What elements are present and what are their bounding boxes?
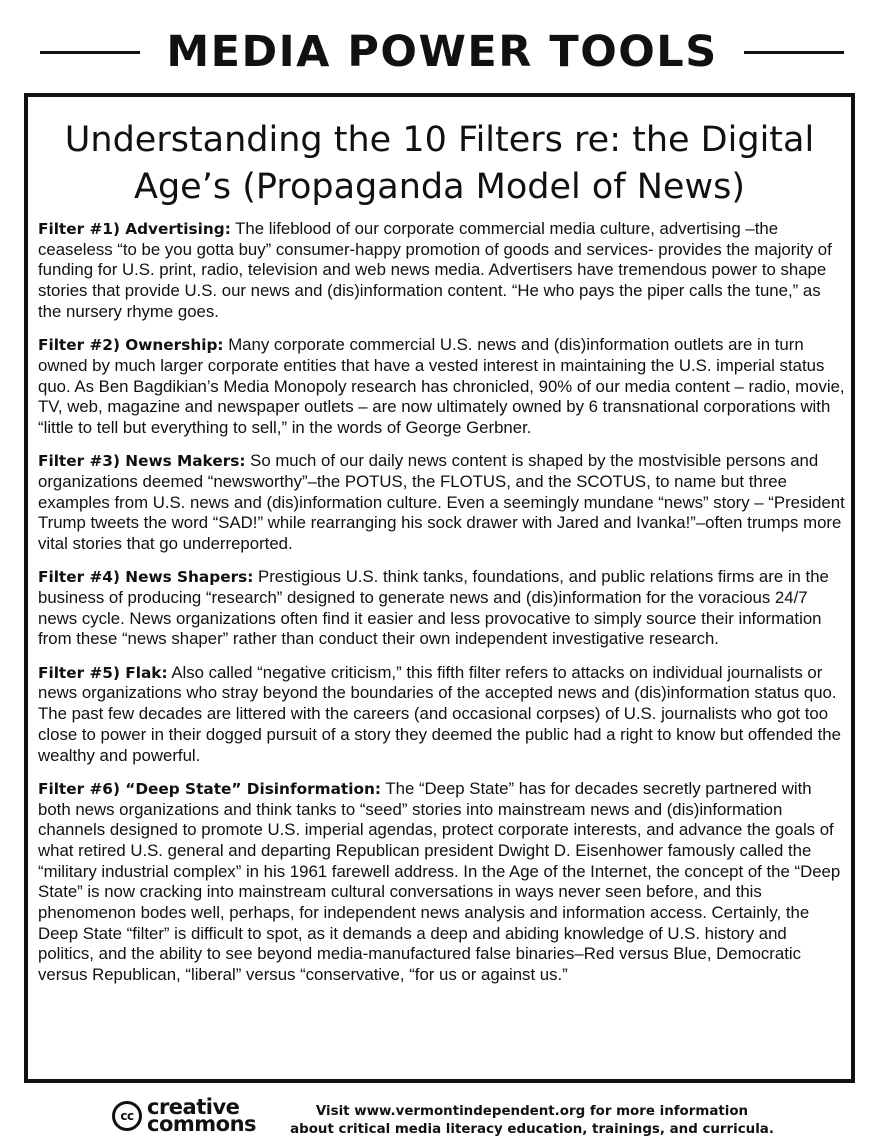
header-rule-right <box>744 51 844 54</box>
visit-note <box>288 1103 776 1139</box>
filter-text: Many corporate commercial U.S. news and (dis)information outlets are in turn owned by much larger corporate entities that have a vested interest in maintaining the U.S. imperial status quo. As Ben Bagdikian’s Media Monopoly research has chronicled, 90% of our media content – radio, movie, TV, web, magazine and newspaper outlets – are now ultimately owned by 6 transnational corporations with “little to tell but everything to sell,” in the words of George Gerbner. <box>38 335 845 437</box>
filter-label: Filter #4) News Shapers: <box>38 568 254 587</box>
filter-deep-state <box>38 779 846 986</box>
cc-word-commons: commons <box>147 1112 257 1136</box>
visit-line-1: Visit www.vermontindependent.org for more information <box>315 1104 749 1119</box>
filter-ownership <box>38 335 846 439</box>
subtitle-line-1: Understanding the 10 Filters re: the Digital <box>64 120 815 160</box>
page-footer <box>0 1097 884 1142</box>
visit-line-2: about critical media literacy education, trainings, and curricula. <box>290 1122 774 1137</box>
filter-advertising <box>38 219 846 323</box>
filter-label: Filter #6) “Deep State” Disinformation: <box>38 779 381 798</box>
filter-text: So much of our daily news content is shaped by the mostvisible persons and organizations deemed “newsworthy”–the POTUS, the FLOTUS, and the SCOTUS, to name but three examples from U.S. news and (dis)information culture. Even a seemingly mundane “news” story – “President Trump tweets the word “SAD!” while rearranging his sock drawer with Jared and Ivanka!”–often trumps more vital stories that go underreported. <box>38 451 845 554</box>
filter-news-shapers <box>38 567 846 650</box>
filter-news-makers <box>38 451 846 555</box>
subtitle <box>28 117 851 211</box>
cc-wordmark <box>147 1095 257 1136</box>
filter-label: Filter #2) Ownership: <box>38 336 224 355</box>
filter-text: Also called “negative criticism,” this fifth filter refers to attacks on individual journalists or news organizations who stray beyond the boundaries of the accepted news and (dis)information status quo. The past few decades are littered with the careers (and occasional corpses) of U.S. journalists who got too close to power in their dogged pursuit of a story they deemed the public had a right to know but offended the wealthy and powerful. <box>38 662 841 765</box>
filter-text: Prestigious U.S. think tanks, foundations, and public relations firms are in the business of producing “research” designed to generate news and (dis)information for the voracious 24/7 news cycle. News organizations often find it easier and less provocative to simply source their information from these “news shaper” rather than conduct their own independent investigative research. <box>38 567 829 649</box>
creative-commons-logo <box>112 1095 257 1136</box>
filter-label: Filter #5) Flak: <box>38 663 168 682</box>
filter-list <box>38 219 846 998</box>
subtitle-line-2: Age’s (Propaganda Model of News) <box>134 167 745 207</box>
filter-flak <box>38 663 846 767</box>
filter-text: The “Deep State” has for decades secretly partnered with both news organizations and think tanks to “seed” stories into mainstream news and (dis)information channels designed to promote U.S. imperial agendas, protect corporate interests, and advance the goals of what retired U.S. general and departing Republican president Dwight D. Eisenhower famously called the “military industrial complex” in his 1961 farewell address. In the Age of the Internet, the concept of the “Deep State” is now cracking into mainstream cultural conversations in ways never seen before, and this phenomenon bodes well, perhaps, for independent news analysis and information access. Certainly, the Deep State “filter” is difficult to spot, as it demands a deep and abiding knowledge of U.S. history and politics, and the ability to see beyond media-manufactured false binaries–Red versus Blue, Democratic versus Republican, “liberal” versus “conservative, “for us or against us.” <box>38 778 841 985</box>
page-header <box>0 24 884 80</box>
page-title: MEDIA POWER TOOLS <box>166 27 718 77</box>
cc-word-creative: creative <box>147 1095 240 1119</box>
filter-label: Filter #1) Advertising: <box>38 220 231 238</box>
cc-icon: cc <box>112 1101 142 1131</box>
filter-label: Filter #3) News Makers: <box>38 452 246 471</box>
filters-box <box>24 93 855 1083</box>
filter-text: The lifeblood of our corporate commercial media culture, advertising –the ceaseless “to be you gotta buy” consumer-happy promotion of goods and services- provides the majority of funding for U.S. print, radio, television and web news media. Advertisers have tremendous power to shape stories that provide U.S. our news and (dis)information content. “He who pays the piper calls the tune,” as the nursery rhyme goes. <box>38 219 832 321</box>
header-rule-left <box>40 51 140 54</box>
